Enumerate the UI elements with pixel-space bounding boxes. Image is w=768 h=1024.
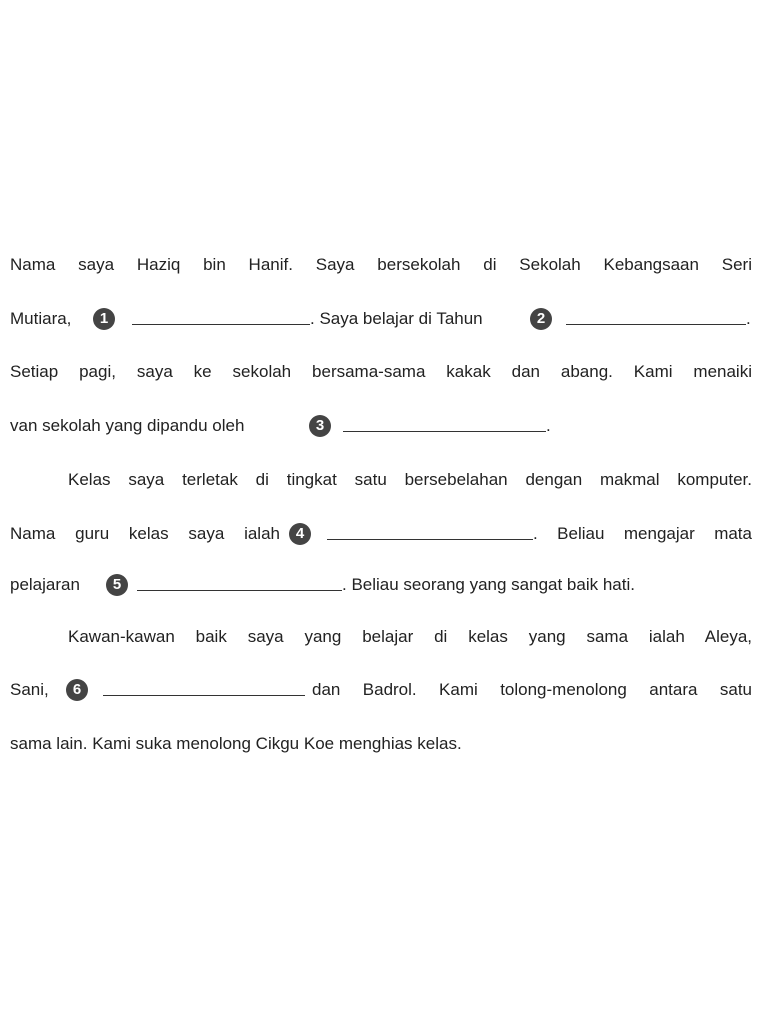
text-line: Mutiara,	[10, 309, 72, 328]
answer-blank-3[interactable]	[343, 431, 546, 432]
text-line: dan Badrol. Kami tolong-menolong antara satu	[312, 680, 752, 699]
answer-blank-1[interactable]	[132, 324, 310, 325]
text-line: Nama guru kelas saya ialah	[10, 524, 280, 543]
answer-blank-5[interactable]	[137, 590, 342, 591]
text-line: sama lain. Kami suka menolong Cikgu Koe menghias kelas.	[10, 734, 462, 753]
text-line: .	[746, 309, 751, 328]
number-badge-1: 1	[93, 308, 115, 330]
text-line: . Beliau seorang yang sangat baik hati.	[342, 575, 635, 594]
number-badge-5: 5	[106, 574, 128, 596]
text-line: .	[546, 416, 551, 435]
text-line: Nama saya Haziq bin Hanif. Saya bersekolah di Sekolah Kebangsaan Seri	[10, 255, 752, 274]
text-line: van sekolah yang dipandu oleh	[10, 416, 245, 435]
answer-blank-6[interactable]	[103, 695, 305, 696]
text-line: Kawan-kawan baik saya yang belajar di kelas yang sama ialah Aleya,	[68, 627, 752, 646]
answer-blank-2[interactable]	[566, 324, 746, 325]
text-line: Sani,	[10, 680, 49, 699]
text-line: Kelas saya terletak di tingkat satu bersebelahan dengan makmal komputer.	[68, 470, 752, 489]
text-line: . Beliau mengajar mata	[533, 524, 752, 543]
number-badge-3: 3	[309, 415, 331, 437]
text-line: . Saya belajar di Tahun	[310, 309, 483, 328]
text-line: Setiap pagi, saya ke sekolah bersama-sama kakak dan abang. Kami menaiki	[10, 362, 752, 381]
number-badge-6: 6	[66, 679, 88, 701]
number-badge-4: 4	[289, 523, 311, 545]
text-line: pelajaran	[10, 575, 80, 594]
answer-blank-4[interactable]	[327, 539, 533, 540]
number-badge-2: 2	[530, 308, 552, 330]
